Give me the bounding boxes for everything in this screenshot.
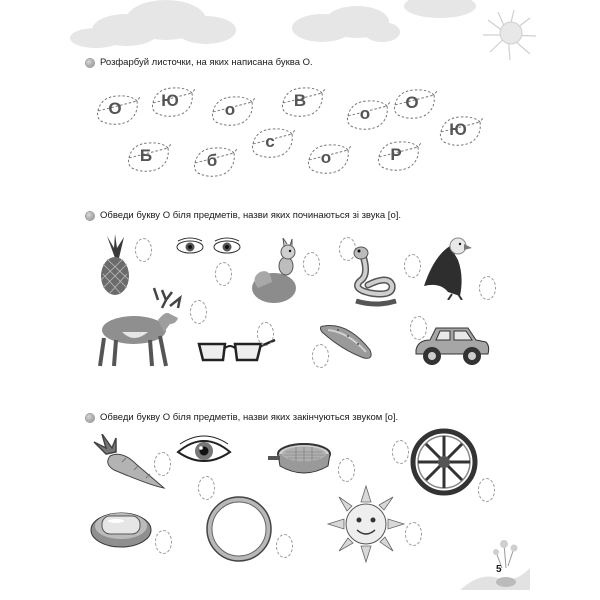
answer-oval[interactable]	[338, 458, 355, 482]
soap-picture	[88, 502, 154, 550]
mirror-picture	[204, 494, 274, 564]
squirrel-picture	[250, 238, 302, 308]
leaf-letter: О	[108, 99, 122, 118]
answer-oval[interactable]	[155, 530, 172, 554]
bullet-icon	[86, 414, 94, 422]
leaf[interactable]	[345, 98, 391, 132]
answer-oval[interactable]	[276, 534, 293, 558]
snake-picture	[348, 245, 402, 307]
leaf[interactable]	[210, 94, 256, 128]
leaf[interactable]	[126, 140, 172, 174]
leaf[interactable]	[376, 139, 422, 173]
cloud-decoration	[66, 0, 236, 50]
answer-oval[interactable]	[392, 440, 409, 464]
wheel-picture	[410, 428, 478, 496]
leaf-letter: В	[293, 91, 307, 110]
page-number: 5	[496, 564, 502, 575]
task-1-text: Розфарбуй листочки, на яких написана буква О.	[100, 57, 313, 68]
car-picture	[412, 322, 492, 368]
leaf[interactable]	[150, 85, 196, 119]
cloud-decoration	[400, 0, 480, 20]
bullet-icon	[86, 59, 94, 67]
answer-oval[interactable]	[190, 300, 207, 324]
leaf[interactable]	[192, 145, 238, 179]
leaf-letter: О	[405, 93, 419, 112]
eye-picture	[176, 434, 232, 468]
bullet-icon	[86, 212, 94, 220]
leaf-letter: Р	[390, 145, 402, 164]
eyes-picture	[175, 236, 243, 256]
task-3	[86, 412, 398, 423]
leaf-letter: б	[206, 151, 218, 170]
leaf[interactable]	[392, 87, 438, 121]
leaf-letter: о	[359, 104, 371, 123]
task-2	[86, 210, 401, 221]
answer-oval[interactable]	[479, 276, 496, 300]
answer-oval[interactable]	[405, 522, 422, 546]
leaf[interactable]	[306, 142, 352, 176]
leaf[interactable]	[250, 126, 296, 160]
answer-oval[interactable]	[303, 252, 320, 276]
sun-picture	[326, 484, 406, 564]
leaf-letter: Б	[139, 146, 153, 165]
answer-oval[interactable]	[154, 452, 171, 476]
reindeer-picture	[92, 286, 188, 368]
answer-oval[interactable]	[257, 322, 274, 346]
task-2-text: Обведи букву О біля предметів, назви яких починаються зі звука [о].	[100, 210, 402, 221]
leaf[interactable]	[95, 93, 141, 127]
cloud-decoration	[282, 6, 402, 46]
leaf-letter: о	[320, 148, 332, 167]
answer-oval[interactable]	[215, 262, 232, 286]
leaf-letter: о	[224, 100, 236, 119]
sieve-picture	[266, 436, 338, 482]
task-3-text: Обведи букву О біля предметів, назви яких закінчуються звуком [о].	[100, 412, 399, 423]
leaf[interactable]	[280, 85, 326, 119]
corner-decoration	[460, 538, 530, 590]
leaf-letter: с	[265, 132, 275, 151]
leaf-letter: Ю	[161, 91, 179, 110]
task-1	[86, 57, 313, 68]
answer-oval[interactable]	[312, 344, 329, 368]
answer-oval[interactable]	[478, 478, 495, 502]
eagle-picture	[420, 236, 480, 300]
leaf[interactable]	[438, 114, 484, 148]
sun-icon	[478, 10, 538, 60]
answer-oval[interactable]	[404, 254, 421, 278]
answer-oval[interactable]	[135, 238, 152, 262]
leaf-letter: Ю	[449, 120, 467, 139]
